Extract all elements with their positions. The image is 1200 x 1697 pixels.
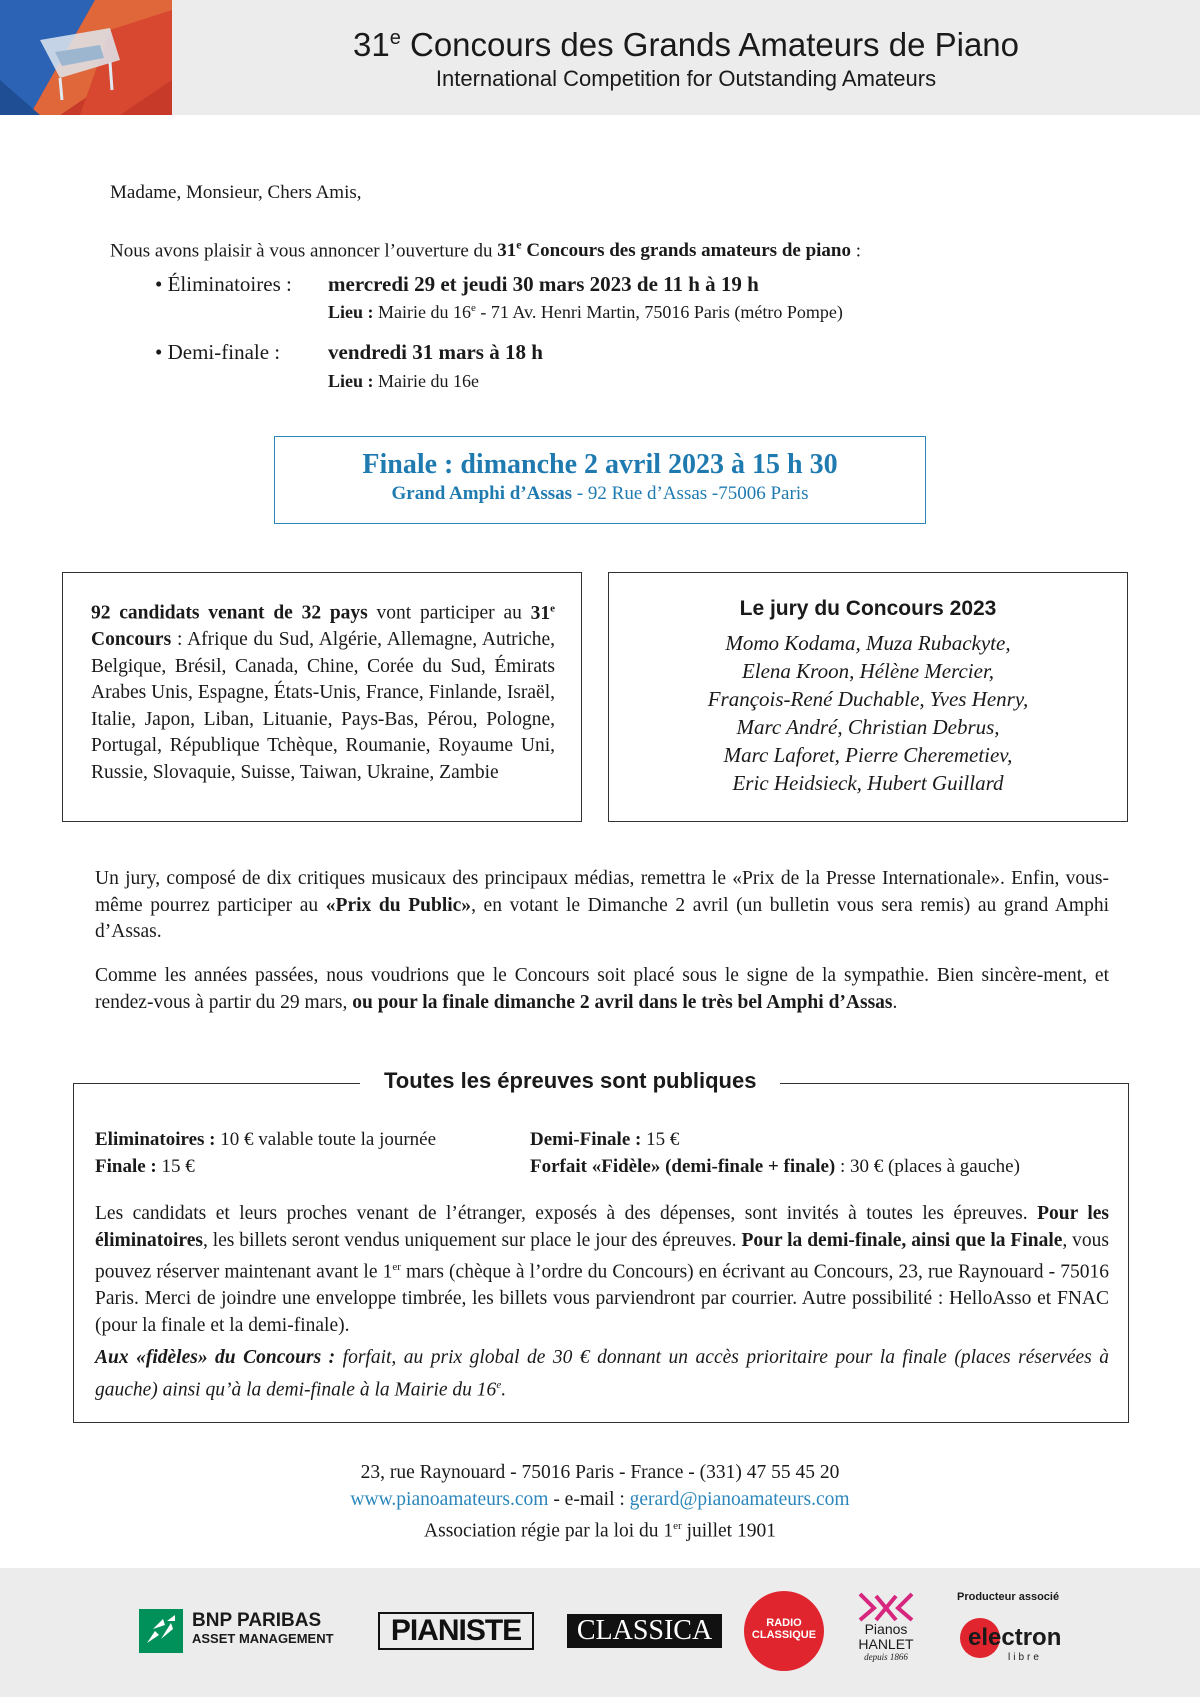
elim-place: Lieu : Mairie du 16e - 71 Av. Henri Martin, 75016 Paris (métro Pompe) bbox=[328, 302, 843, 322]
jury-title: Le jury du Concours 2023 bbox=[739, 597, 997, 620]
press-prize-paragraph: Un jury, composé de dix critiques musicaux des principaux médias, remettra le «Prix de la Presse Internationale». Enfin, vous-même pourrez participer au «Prix du Public», en votant le Dimanche 2 avril (un bulletin vous sera remis) au grand Amphi d’Assas. bbox=[95, 868, 1109, 942]
website-link[interactable]: www.pianoamateurs.com bbox=[350, 1488, 549, 1510]
finale-venue: Grand Amphi d’Assas - 92 Rue d’Assas -75006 Paris bbox=[391, 483, 809, 504]
price-finale: Finale : 15 € bbox=[95, 1156, 195, 1177]
tickets-info-paragraph: Les candidats et leurs proches venant de l’étranger, exposés à des dépenses, sont invités à toutes les épreuves. Pour les éliminatoires, les billets seront vendus uniquement sur place le jour des épreuves. Pour la demi-finale, ainsi que la Finale, vous pouvez réserver maintenant avant le 1er mars (chèque à l’ordre du Concours) en écrivant au Concours, 23, rue Raynouard - 75016 Paris. Merci de joindre une enveloppe timbrée, les billets vous parviendront par courrier. Autre possibilité : HelloAsso et FNAC (pour la finale et la demi-finale). bbox=[95, 1203, 1110, 1336]
price-semi: Demi-Finale : 15 € bbox=[530, 1129, 680, 1150]
price-elim: Eliminatoires : 10 € valable toute la journée bbox=[95, 1129, 437, 1150]
elim-label: • Éliminatoires : bbox=[155, 272, 292, 296]
price-forfait: Forfait «Fidèle» (demi-finale + finale) : 30 € (places à gauche) bbox=[530, 1156, 1020, 1177]
greeting: Madame, Monsieur, Chers Amis, bbox=[110, 182, 362, 203]
electron-producer-label: Producteur associé bbox=[957, 1591, 1060, 1603]
semi-place: Lieu : Mairie du 16e bbox=[328, 371, 479, 391]
footer-links: www.pianoamateurs.com - e-mail : gerard@pianoamateurs.com bbox=[350, 1488, 850, 1510]
jury-line: Elena Kroon, Hélène Mercier, bbox=[741, 659, 995, 683]
email-link[interactable]: gerard@pianoamateurs.com bbox=[629, 1488, 850, 1510]
page-subtitle: International Competition for Outstanding Amateurs bbox=[435, 66, 937, 91]
electron-logo-text: electron bbox=[968, 1624, 1062, 1651]
intro-paragraph: Nous avons plaisir à vous annoncer l’ouverture du 31e Concours des grands amateurs de piano : bbox=[110, 238, 862, 262]
semi-label: • Demi-finale : bbox=[155, 340, 281, 364]
electron-logo-sub: libre bbox=[1008, 1652, 1042, 1663]
hanlet-logo-icon bbox=[856, 1590, 916, 1624]
jury-line: Momo Kodama, Muza Rubackyte, bbox=[725, 631, 1011, 655]
sympathy-paragraph: Comme les années passées, nous voudrions que le Concours soit placé sous le signe de la sympathie. Bien sincère-ment, et rendez-vous à partir du 29 mars, ou pour la finale dimanche 2 avril dans le très bel Amphi d’Assas. bbox=[95, 965, 1109, 1013]
jury-line: Eric Heidsieck, Hubert Guillard bbox=[732, 771, 1004, 795]
hanlet-logo-text: Pianos HANLET depuis 1866 bbox=[858, 1621, 914, 1662]
page-title: 31e Concours des Grands Amateurs de Piano bbox=[352, 26, 1019, 63]
footer-contact bbox=[0, 1460, 1200, 1545]
footer-address: 23, rue Raynouard - 75016 Paris - France - (331) 47 55 45 20 bbox=[360, 1462, 840, 1483]
bnp-logo-text: BNP PARIBAS ASSET MANAGEMENT bbox=[192, 1610, 334, 1646]
jury-line: François-René Duchable, Yves Henry, bbox=[707, 687, 1029, 711]
candidates-box: 92 candidats venant de 32 pays vont participer au 31e Concours : Afrique du Sud, Algérie, Allemagne, Autriche, Belgique, Brésil, Canada, Chine, Corée du Sud, Émirats Arabes Unis, Espagne, États-Unis, France, Finlande, Israël, Italie, Japon, Liban, Lituanie, Pays-Bas, Pérou, Pologne, Portugal, République Tchèque, Roumanie, Royaume Uni, Russie, Slovaquie, Suisse, Taiwan, Ukraine, Zambie bbox=[62, 572, 582, 822]
elim-date: mercredi 29 et jeudi 30 mars 2023 de 11 h à 19 h bbox=[328, 272, 759, 296]
radio-classique-logo: RADIO CLASSIQUE bbox=[744, 1591, 824, 1671]
classica-logo: CLASSICA bbox=[567, 1614, 722, 1648]
bnp-logo-icon bbox=[139, 1609, 183, 1653]
jury-box bbox=[608, 572, 1128, 822]
jury-line: Marc Laforet, Pierre Cheremetiev, bbox=[723, 743, 1013, 767]
pianiste-logo: PIANISTE bbox=[378, 1612, 534, 1650]
finale-box bbox=[274, 436, 926, 524]
tickets-title: Toutes les épreuves sont publiques bbox=[360, 1068, 780, 1094]
fideles-paragraph: Aux «fidèles» du Concours : forfait, au prix global de 30 € donnant un accès prioritaire pour la finale (places réservées à gauche) ainsi qu’à la demi-finale à la Mairie du 16e. bbox=[95, 1347, 1110, 1400]
jury-line: Marc André, Christian Debrus, bbox=[736, 715, 1000, 739]
finale-title: Finale : dimanche 2 avril 2023 à 15 h 30 bbox=[362, 449, 838, 480]
jury-names bbox=[609, 629, 1127, 797]
footer-association: Association régie par la loi du 1er juillet 1901 bbox=[424, 1520, 776, 1542]
semi-date: vendredi 31 mars à 18 h bbox=[328, 340, 543, 364]
piano-artwork-image bbox=[0, 0, 172, 115]
